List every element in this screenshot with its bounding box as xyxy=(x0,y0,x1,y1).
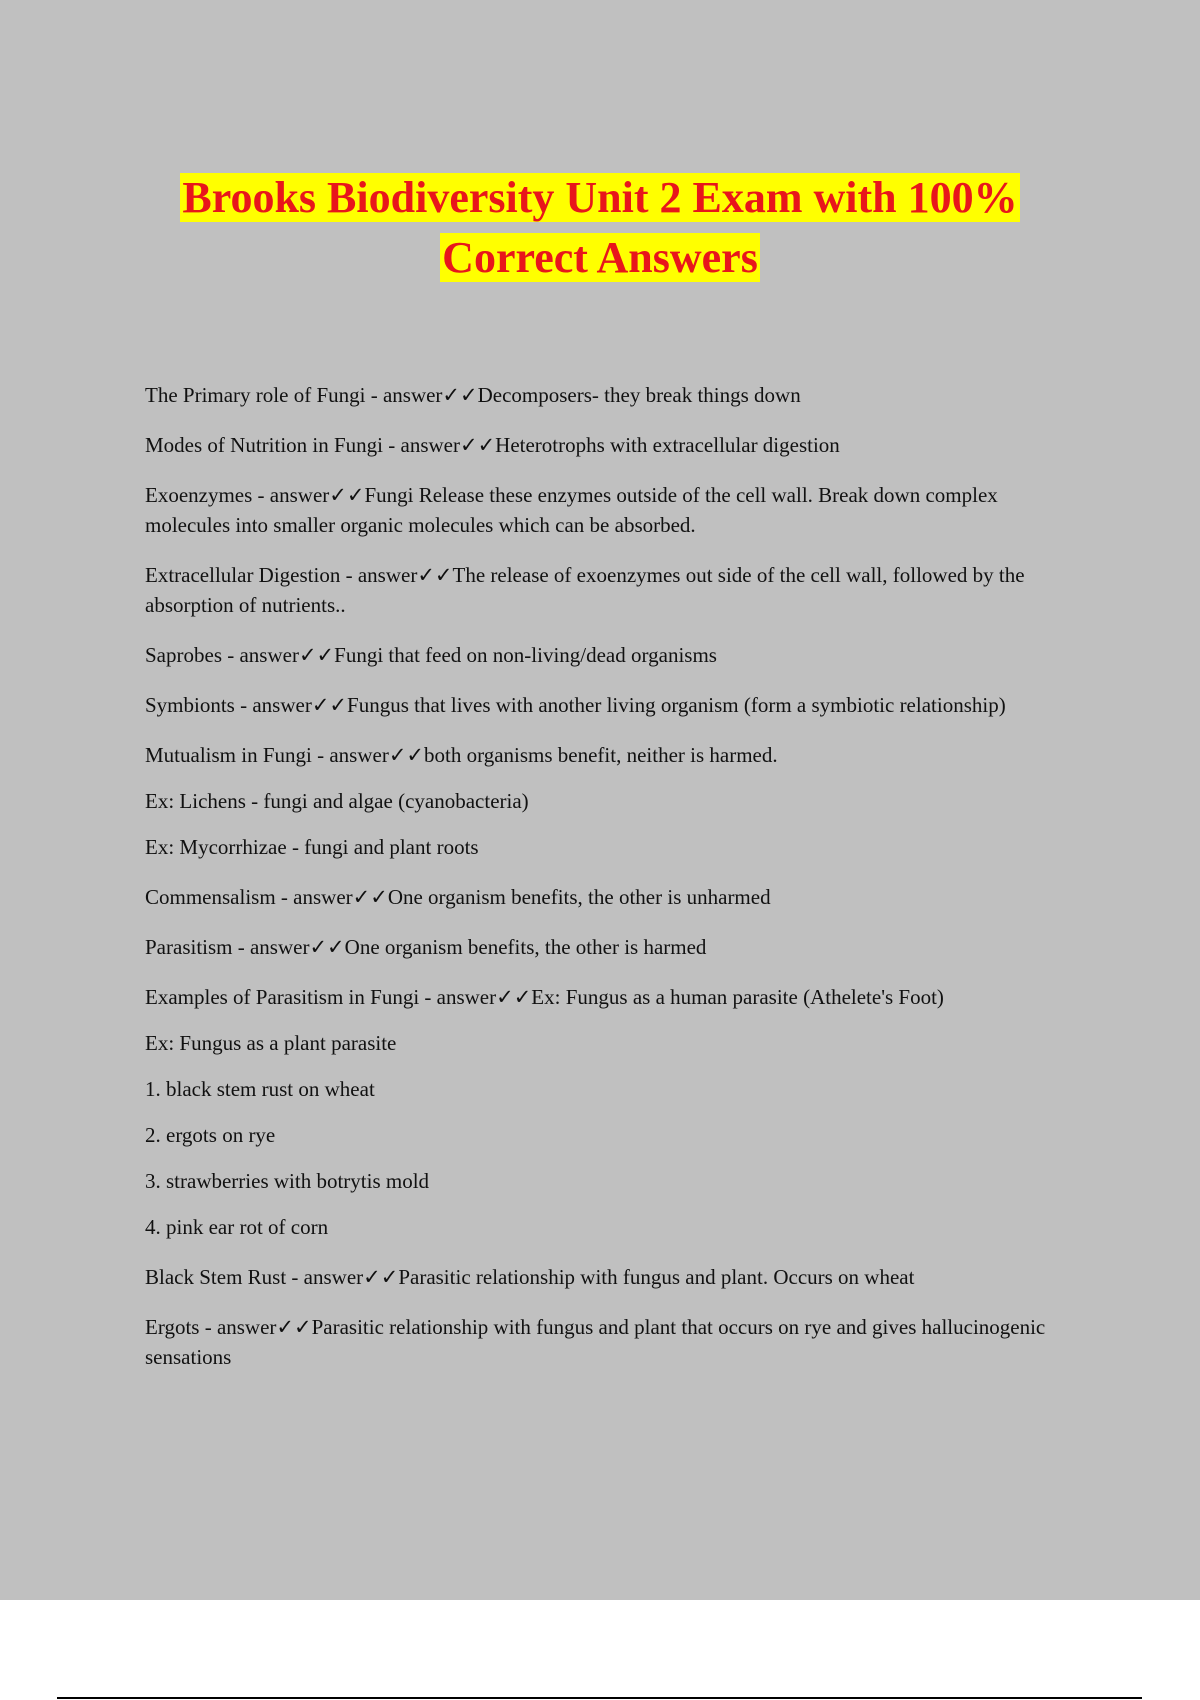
entry-symbionts: Symbionts - answer✓✓Fungus that lives with another living organism (form a symbiotic relationship) xyxy=(145,693,1006,717)
footer-divider xyxy=(57,1697,1142,1699)
entry-ex-mycorrhizae: Ex: Mycorrhizae - fungi and plant roots xyxy=(145,835,479,859)
entry-commensalism: Commensalism - answer✓✓One organism benefits, the other is unharmed xyxy=(145,885,771,909)
document-title xyxy=(0,168,1200,288)
entry-extracellular-digestion: Extracellular Digestion - answer✓✓The release of exoenzymes out side of the cell wall, followed by the absorption of nutrients.. xyxy=(145,563,1025,617)
entry-list-item-2: 2. ergots on rye xyxy=(145,1123,276,1147)
title-line-2 xyxy=(0,228,1200,288)
entry-list-item-4: 4. pink ear rot of corn xyxy=(145,1215,329,1239)
entry-list-item-3: 3. strawberries with botrytis mold xyxy=(145,1169,430,1193)
entry-ex-plant-parasite: Ex: Fungus as a plant parasite xyxy=(145,1031,397,1055)
entry-ex-lichens: Ex: Lichens - fungi and algae (cyanobacteria) xyxy=(145,789,529,813)
entry-mutualism: Mutualism in Fungi - answer✓✓both organisms benefit, neither is harmed. xyxy=(145,743,778,767)
title-line-1-text: Brooks Biodiversity Unit 2 Exam with 100% xyxy=(182,173,1018,222)
entry-parasitism: Parasitism - answer✓✓One organism benefits, the other is harmed xyxy=(145,935,707,959)
entry-list-item-1: 1. black stem rust on wheat xyxy=(145,1077,375,1101)
entry-black-stem-rust: Black Stem Rust - answer✓✓Parasitic relationship with fungus and plant. Occurs on wheat xyxy=(145,1265,915,1289)
entry-primary-role: The Primary role of Fungi - answer✓✓Decomposers- they break things down xyxy=(145,383,801,407)
entry-modes-of-nutrition: Modes of Nutrition in Fungi - answer✓✓Heterotrophs with extracellular digestion xyxy=(145,433,840,457)
entry-saprobes: Saprobes - answer✓✓Fungi that feed on non-living/dead organisms xyxy=(145,643,717,667)
entry-examples-of-parasitism: Examples of Parasitism in Fungi - answer✓✓Ex: Fungus as a human parasite (Athelete's Foot) xyxy=(145,985,944,1009)
entry-exoenzymes: Exoenzymes - answer✓✓Fungi Release these enzymes outside of the cell wall. Break down complex molecules into smaller organic molecules which can be absorbed. xyxy=(145,483,998,537)
entry-ergots: Ergots - answer✓✓Parasitic relationship with fungus and plant that occurs on rye and gives hallucinogenic sensations xyxy=(145,1315,1046,1369)
title-line-1 xyxy=(0,168,1200,228)
document-body xyxy=(145,380,1075,1392)
title-line-2-text: Correct Answers xyxy=(442,233,758,282)
